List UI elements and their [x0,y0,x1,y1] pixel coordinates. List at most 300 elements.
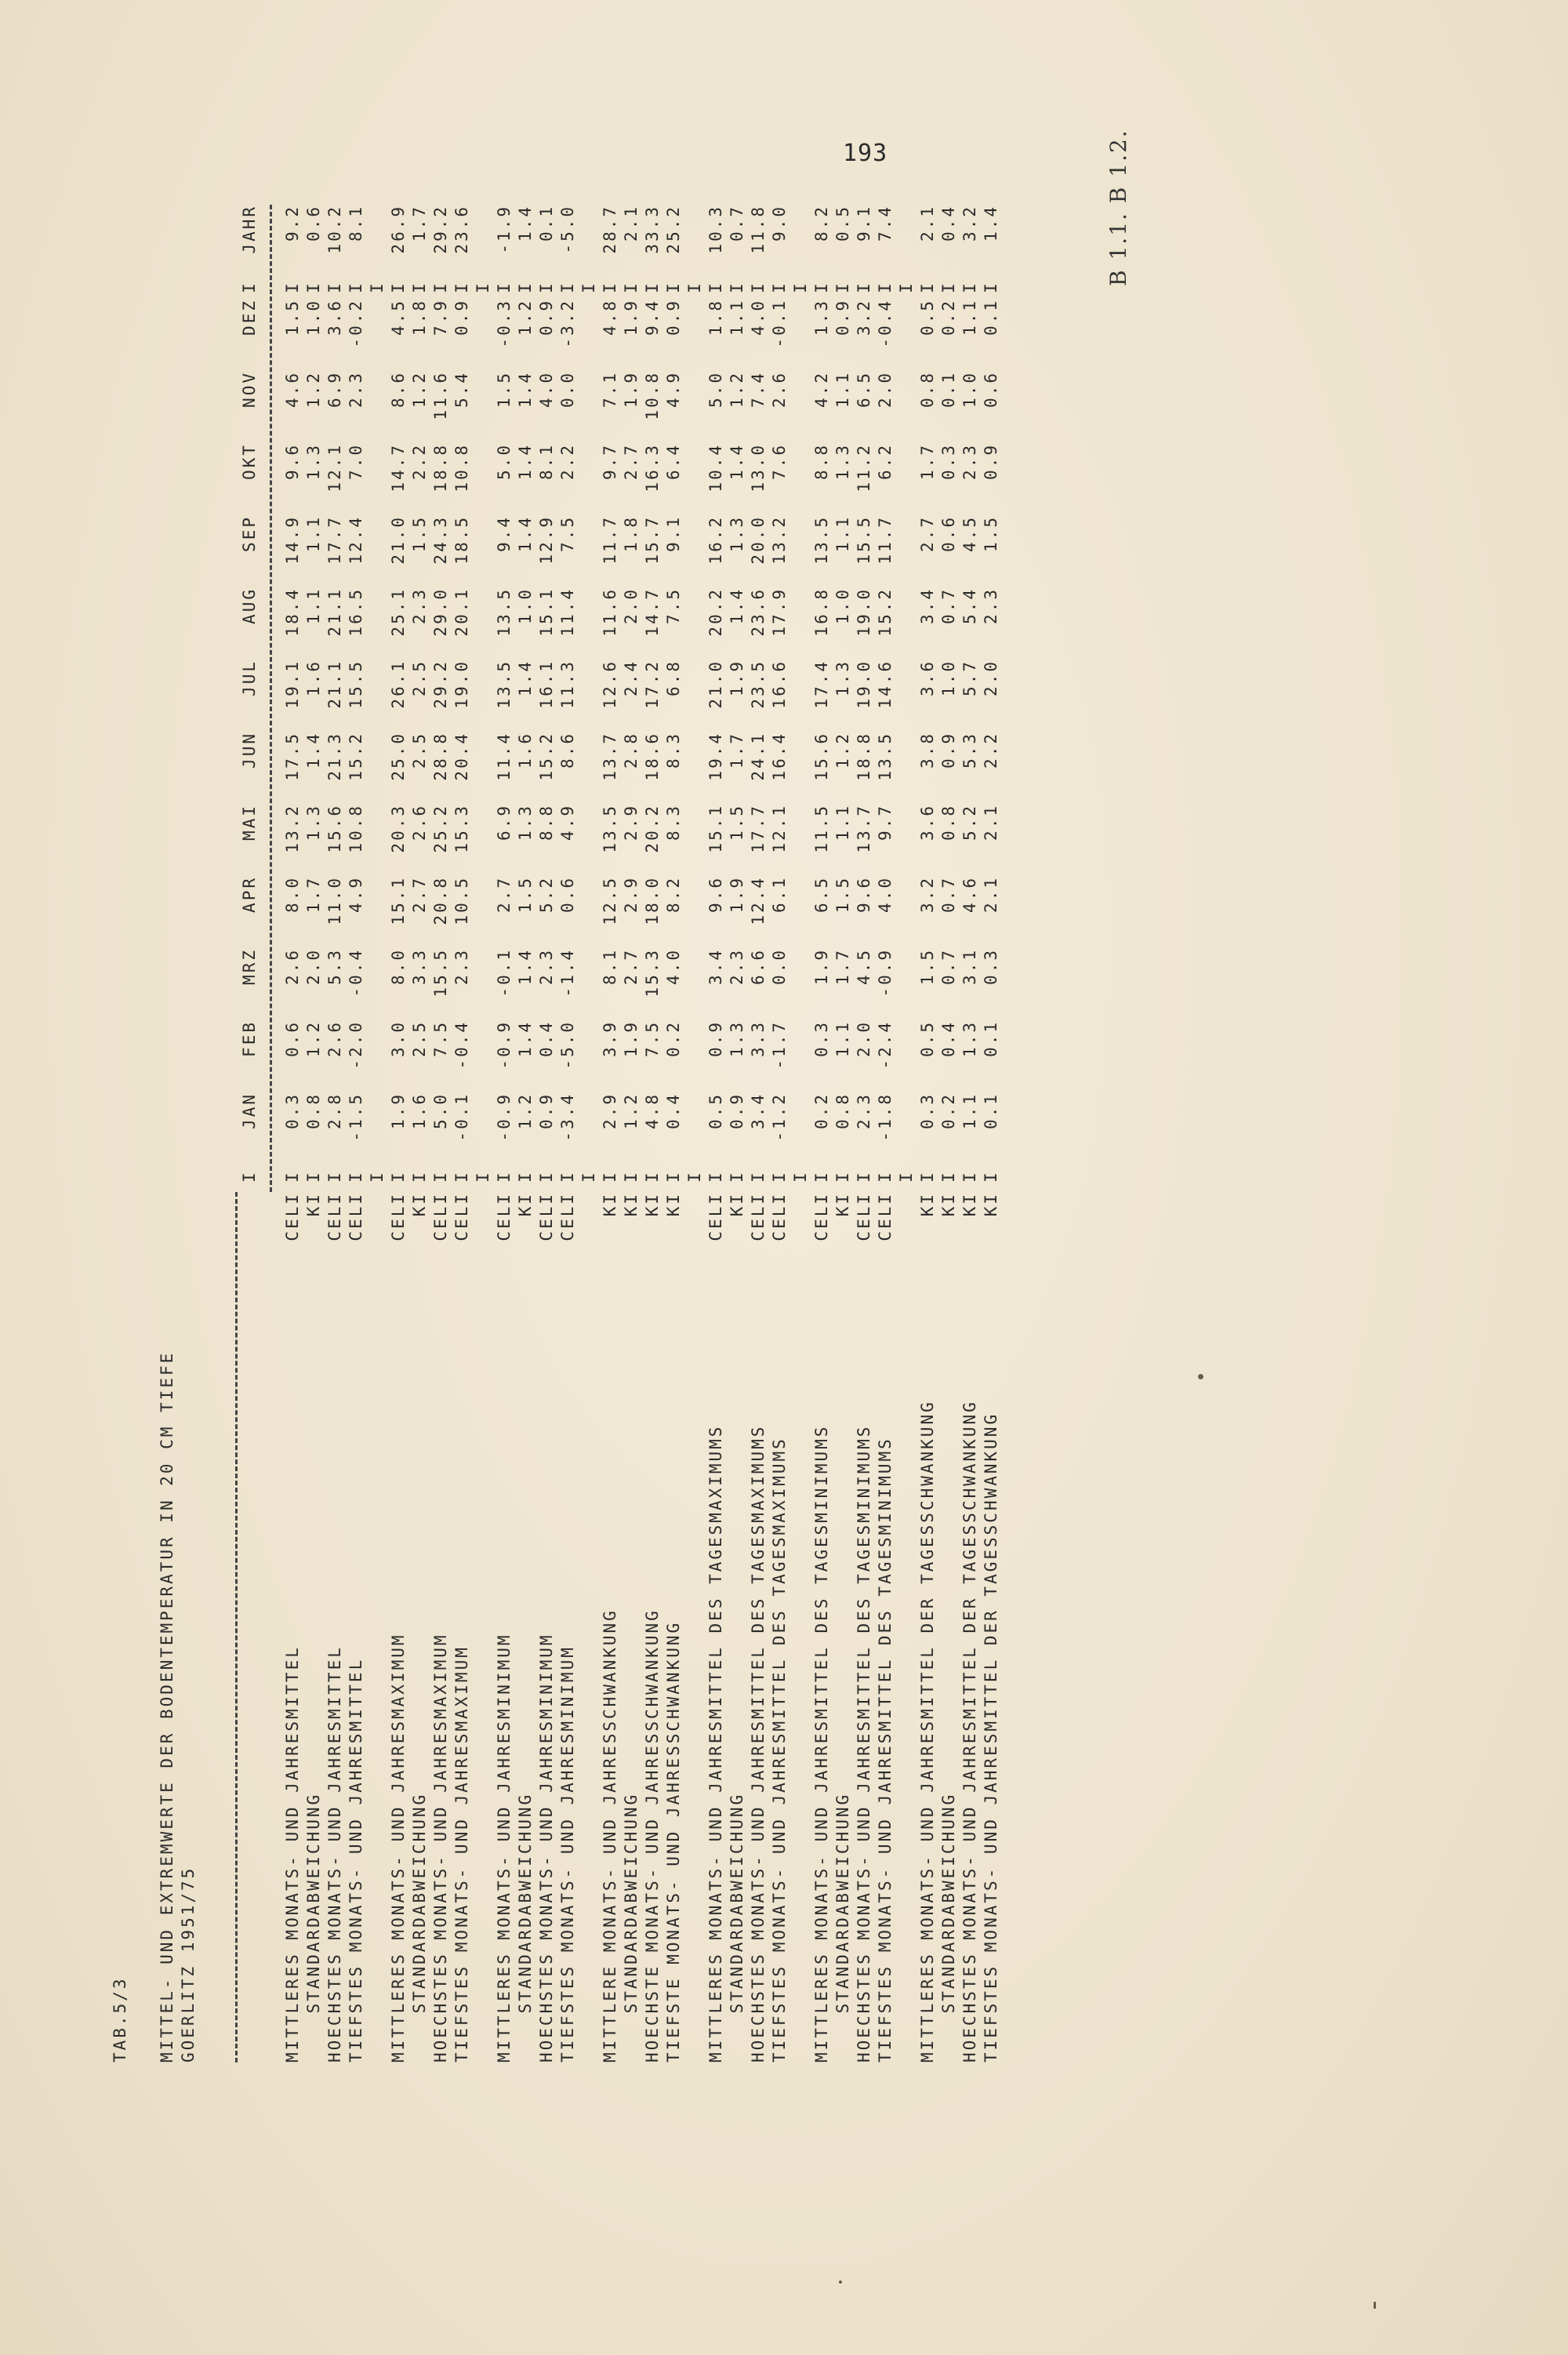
month-value: 2.6 [410,804,429,841]
month-value: 19.1 [283,660,302,709]
row-label: TIEFSTES MONATS- UND JAHRESMITTEL [347,1657,365,2062]
month-value: 0.2 [939,1092,958,1129]
table-row [409,205,430,2062]
month-value: 1.5 [410,515,429,552]
column-divider: I [601,281,619,293]
month-value: 0.4 [939,1020,958,1057]
month-value: 7.6 [770,443,789,480]
column-divider: I [791,281,810,293]
column-divider: I [664,1170,683,1183]
month-value: 9.7 [876,804,895,841]
month-value: -0.9 [495,1092,514,1142]
month-value: 8.0 [283,876,302,913]
month-value: 2.0 [982,660,1000,696]
table-row [875,205,896,2062]
month-value: 4.5 [389,299,408,336]
month-value: 0.2 [664,1020,683,1057]
month-value: 1.1 [728,299,746,336]
month-value: 7.4 [749,371,768,408]
table-row [663,205,684,2062]
month-value: 11.3 [558,660,577,709]
month-value: 7.5 [558,515,577,552]
table-row [346,205,367,2062]
month-value: 17.4 [812,660,831,709]
month-value: 10.8 [347,804,365,853]
column-divider: I [347,281,365,293]
month-value: 21.1 [325,660,344,709]
month-value: 8.3 [664,804,683,841]
column-divider: I [452,281,471,293]
column-divider: I [325,281,344,293]
column-divider: I [283,1170,302,1183]
table-row [621,205,642,2062]
month-value: 3.4 [918,587,937,624]
month-value: 3.4 [706,948,725,985]
month-value: 18.5 [452,515,471,565]
year-value: 10.2 [325,205,344,254]
month-value: 1.8 [706,299,725,336]
month-value: 10.4 [706,443,725,492]
month-value: 15.2 [537,732,556,781]
month-value: 2.7 [495,876,514,913]
year-value: 25.2 [664,205,683,254]
month-value: 6.5 [812,876,831,913]
ink-speck [1198,1374,1203,1379]
month-value: 12.9 [537,515,556,565]
column-divider: I [833,281,852,293]
month-value: 8.0 [389,948,408,985]
column-divider: I [558,281,577,293]
column-divider: I [579,1170,598,1183]
month-value: 5.7 [960,660,979,696]
row-label: HOECHSTES MONATS- UND JAHRESMITTEL DES TAGESMAXIMUMS [749,1424,768,2062]
month-value: 2.6 [770,371,789,408]
year-value: 8.1 [347,205,365,242]
row-unit: CELI [537,1192,556,1241]
month-value: 6.5 [855,371,873,408]
month-value: 2.3 [960,443,979,480]
month-value: 4.8 [601,299,619,336]
row-unit: CELI [283,1192,302,1241]
month-value: 5.4 [452,371,471,408]
month-value: 3.8 [918,732,937,769]
row-unit: CELI [876,1192,895,1241]
month-value: 0.3 [918,1092,937,1129]
row-unit: KI [960,1192,979,1217]
year-value: 1.4 [982,205,1000,242]
month-value: 1.7 [918,443,937,480]
month-value: 11.6 [601,587,619,637]
row-label: MITTLERES MONATS- UND JAHRESMITTEL DER TAGESSCHWANKUNG [918,1400,937,2062]
month-value: 1.0 [304,299,323,336]
column-divider: I [770,1170,789,1183]
month-value: 20.2 [706,587,725,637]
month-value: -0.1 [770,299,789,348]
month-value: 1.9 [812,948,831,985]
month-value: 14.7 [643,587,662,637]
month-value: 0.4 [664,1092,683,1129]
month-value: 15.5 [347,660,365,709]
month-value: 3.2 [918,876,937,913]
header-underline [270,205,274,1192]
month-value: 2.9 [601,1092,619,1129]
month-value: 15.1 [706,804,725,853]
column-divider: I [728,281,746,293]
row-unit: KI [918,1192,937,1217]
month-value: 12.6 [601,660,619,709]
table-row [833,205,854,2062]
row-unit: KI [516,1192,535,1217]
column-divider: I [812,1170,831,1183]
month-header: JAN [240,1092,259,1129]
column-divider: I [325,1170,344,1183]
month-value: 4.9 [558,804,577,841]
table-row [981,205,1002,2062]
column-divider: I [452,1170,471,1183]
table-row [557,205,579,2062]
column-divider: I [982,281,1000,293]
month-value: 4.2 [812,371,831,408]
month-value: 0.5 [918,1020,937,1057]
month-value: 2.5 [410,1020,429,1057]
column-divider: I [368,281,387,293]
month-header: MRZ [240,948,259,985]
month-value: 6.1 [770,876,789,913]
column-divider: I [982,1170,1000,1183]
month-value: -1.2 [770,1092,789,1142]
month-value: 10.8 [643,371,662,420]
month-value: 0.6 [283,1020,302,1057]
month-value: 0.5 [918,299,937,336]
column-divider: I [918,1170,937,1183]
month-value: 1.5 [982,515,1000,552]
group-spacer [790,259,811,2062]
month-value: 1.4 [516,443,535,480]
month-value: 10.5 [452,876,471,925]
month-value: 21.0 [706,660,725,709]
row-label: TIEFSTE MONATS- UND JAHRESSCHWANKUNG [664,1620,683,2062]
month-value: 14.9 [283,515,302,565]
month-value: 7.0 [347,443,365,480]
month-value: 1.1 [304,587,323,624]
column-divider: I [791,1170,810,1183]
month-value: 1.0 [939,660,958,696]
row-unit: KI [601,1192,619,1217]
year-value: 0.4 [939,205,958,242]
month-value: 15.3 [643,948,662,998]
month-value: 13.7 [601,732,619,781]
month-value: 1.5 [495,371,514,408]
year-value: 2.1 [918,205,937,242]
column-divider: I [685,1170,704,1183]
month-value: 2.7 [622,443,641,480]
month-value: 0.8 [304,1092,323,1129]
month-value: 2.7 [918,515,937,552]
table-row [938,205,960,2062]
row-unit: CELI [558,1192,577,1241]
group-spacer [367,259,388,2062]
year-value: 1.7 [410,205,429,242]
month-value: 0.3 [939,443,958,480]
month-value: 1.4 [516,1020,535,1057]
month-value: 13.7 [855,804,873,853]
month-value: 2.9 [622,804,641,841]
month-value: -3.2 [558,299,577,348]
column-divider: I [855,281,873,293]
month-value: 8.3 [664,732,683,769]
column-divider: I [939,1170,958,1183]
month-value: 0.7 [939,948,958,985]
table-row [811,205,833,2062]
month-value: 13.5 [812,515,831,565]
month-value: -0.1 [495,948,514,998]
month-value: 8.8 [812,443,831,480]
month-value: 1.2 [622,1092,641,1129]
month-value: 19.4 [706,732,725,781]
column-divider: I [304,281,323,293]
month-value: 1.2 [304,1020,323,1057]
month-value: 20.3 [389,804,408,853]
month-value: 1.3 [960,1020,979,1057]
month-value: 2.0 [622,587,641,624]
month-value: -5.0 [558,1020,577,1070]
month-value: 1.1 [960,1092,979,1129]
column-divider: I [558,1170,577,1183]
table-row [642,205,663,2062]
year-value: 9.0 [770,205,789,242]
table-row [917,205,938,2062]
year-value: 26.9 [389,205,408,254]
table-row [325,205,346,2062]
month-value: 6.8 [664,660,683,696]
month-value: 0.8 [939,804,958,841]
month-value: 5.0 [495,443,514,480]
month-value: 4.9 [664,371,683,408]
year-value: 23.6 [452,205,471,254]
month-value: 2.6 [325,1020,344,1057]
month-value: 1.0 [833,587,852,624]
column-divider: I [389,1170,408,1183]
table-row [960,205,981,2062]
month-value: 3.6 [918,660,937,696]
row-unit: CELI [812,1192,831,1241]
column-divider: I [939,281,958,293]
row-label: STANDARDABWEICHUNG [304,1792,323,2062]
month-value: 9.6 [855,876,873,913]
month-value: 1.4 [516,660,535,696]
month-value: 0.7 [939,876,958,913]
row-unit: CELI [389,1192,408,1241]
month-value: 0.7 [939,587,958,624]
month-value: 0.0 [558,371,577,408]
month-value: 1.7 [728,732,746,769]
month-value: 8.1 [537,443,556,480]
year-value: 33.3 [643,205,662,254]
month-value: 12.5 [601,876,619,925]
month-value: 1.2 [516,1092,535,1129]
row-unit: CELI [855,1192,873,1241]
month-value: 1.6 [410,1092,429,1129]
month-value: 0.6 [982,371,1000,408]
month-value: 2.0 [876,371,895,408]
month-value: 11.4 [558,587,577,637]
column-divider: I [812,281,831,293]
month-value: 2.1 [982,804,1000,841]
month-value: 1.2 [410,371,429,408]
row-unit: KI [728,1192,746,1217]
column-divider: I [897,1170,916,1183]
month-header: OKT [240,443,259,480]
month-value: 15.6 [812,732,831,781]
month-value: 4.9 [347,876,365,913]
row-unit: CELI [770,1192,789,1241]
column-divider: I [516,1170,535,1183]
month-value: 1.4 [728,443,746,480]
month-value: 3.6 [918,804,937,841]
month-value: 29.2 [431,660,450,709]
column-divider: I [918,281,937,293]
month-value: 1.9 [622,299,641,336]
month-header: FEB [240,1020,259,1057]
row-unit: KI [304,1192,323,1217]
column-divider: I [389,281,408,293]
month-value: 15.5 [431,948,450,998]
month-value: 2.0 [304,948,323,985]
rotated-table-block [110,205,1074,2062]
month-value: 17.9 [770,587,789,637]
table-row [748,205,769,2062]
row-label: STANDARDABWEICHUNG [516,1792,535,2062]
row-unit: KI [622,1192,641,1217]
month-value: 1.3 [304,443,323,480]
month-value: 1.4 [516,371,535,408]
row-label: TIEFSTES MONATS- UND JAHRESMITTEL DER TAGESSCHWANKUNG [982,1412,1000,2062]
month-value: 9.4 [495,515,514,552]
month-value: 0.6 [558,876,577,913]
month-value: 1.6 [516,732,535,769]
month-value: 1.7 [304,876,323,913]
month-value: 0.3 [812,1020,831,1057]
column-divider: I [622,281,641,293]
month-value: 8.2 [664,876,683,913]
month-value: 6.9 [325,371,344,408]
row-unit: KI [939,1192,958,1217]
column-divider: I [643,1170,662,1183]
month-value: 1.8 [622,515,641,552]
column-divider: I [537,1170,556,1183]
month-value: 9.6 [283,443,302,480]
month-value: 28.8 [431,732,450,781]
month-value: 15.1 [537,587,556,637]
month-value: 13.5 [495,660,514,709]
month-value: 15.1 [389,876,408,925]
month-value: 3.9 [601,1020,619,1057]
month-value: 2.3 [537,948,556,985]
month-value: 3.3 [749,1020,768,1057]
row-label: TIEFSTES MONATS- UND JAHRESMINIMUM [558,1645,577,2062]
month-value: 5.2 [960,804,979,841]
month-value: 9.6 [706,876,725,913]
table-header-row [239,205,260,2062]
column-divider: I [537,281,556,293]
month-value: 17.2 [643,660,662,709]
row-unit: CELI [749,1192,768,1241]
month-value: -0.9 [495,1020,514,1070]
month-value: 11.0 [325,876,344,925]
month-value: -0.4 [347,948,365,998]
month-value: 15.3 [452,804,471,853]
month-value: 8.1 [601,948,619,985]
month-value: 6.6 [749,948,768,985]
month-value: 0.9 [664,299,683,336]
month-value: 18.8 [431,443,450,492]
year-value: 9.2 [283,205,302,242]
year-value: 11.8 [749,205,768,254]
month-value: 0.6 [939,515,958,552]
month-value: 1.1 [833,804,852,841]
month-value: 20.1 [452,587,471,637]
month-value: 1.7 [833,948,852,985]
month-value: -1.7 [770,1020,789,1070]
year-value: -1.9 [495,205,514,254]
month-value: 0.2 [812,1092,831,1129]
month-header: DEZ [240,299,259,336]
month-value: 18.6 [643,732,662,781]
column-divider: I [770,281,789,293]
month-value: 12.4 [347,515,365,565]
month-value: 0.5 [706,1092,725,1129]
month-value: 20.4 [452,732,471,781]
year-value: 29.2 [431,205,450,254]
month-value: 13.2 [283,804,302,853]
column-divider: I [622,1170,641,1183]
month-value: 7.5 [643,1020,662,1057]
month-value: 1.2 [304,371,323,408]
month-value: 8.6 [558,732,577,769]
month-value: 6.2 [876,443,895,480]
row-unit: KI [833,1192,852,1217]
month-value: 0.8 [918,371,937,408]
year-value: 28.7 [601,205,619,254]
column-divider: I [601,1170,619,1183]
month-value: 10.8 [452,443,471,492]
month-value: 5.2 [537,876,556,913]
column-divider: I [495,281,514,293]
month-value: 2.4 [622,660,641,696]
month-value: 0.9 [939,732,958,769]
month-value: 1.2 [833,732,852,769]
column-divider: I [431,281,450,293]
month-value: 21.1 [325,587,344,637]
table-row [515,205,536,2062]
month-value: 2.6 [283,948,302,985]
month-value: 1.3 [304,804,323,841]
row-label: HOECHSTES MONATS- UND JAHRESMAXIMUM [431,1633,450,2062]
row-label: MITTLERES MONATS- UND JAHRESMITTEL [283,1645,302,2062]
month-value: 2.3 [982,587,1000,624]
month-value: 8.8 [537,804,556,841]
column-divider: I [749,1170,768,1183]
month-value: 4.0 [664,948,683,985]
row-label: HOECHSTES MONATS- UND JAHRESMITTEL DER TAGESSCHWANKUNG [960,1400,979,2062]
row-unit: CELI [495,1192,514,1241]
month-value: 0.9 [833,299,852,336]
month-value: 0.9 [982,443,1000,480]
month-value: 13.5 [495,587,514,637]
column-divider: I [368,1170,387,1183]
year-value: 7.4 [876,205,895,242]
month-value: 24.1 [749,732,768,781]
